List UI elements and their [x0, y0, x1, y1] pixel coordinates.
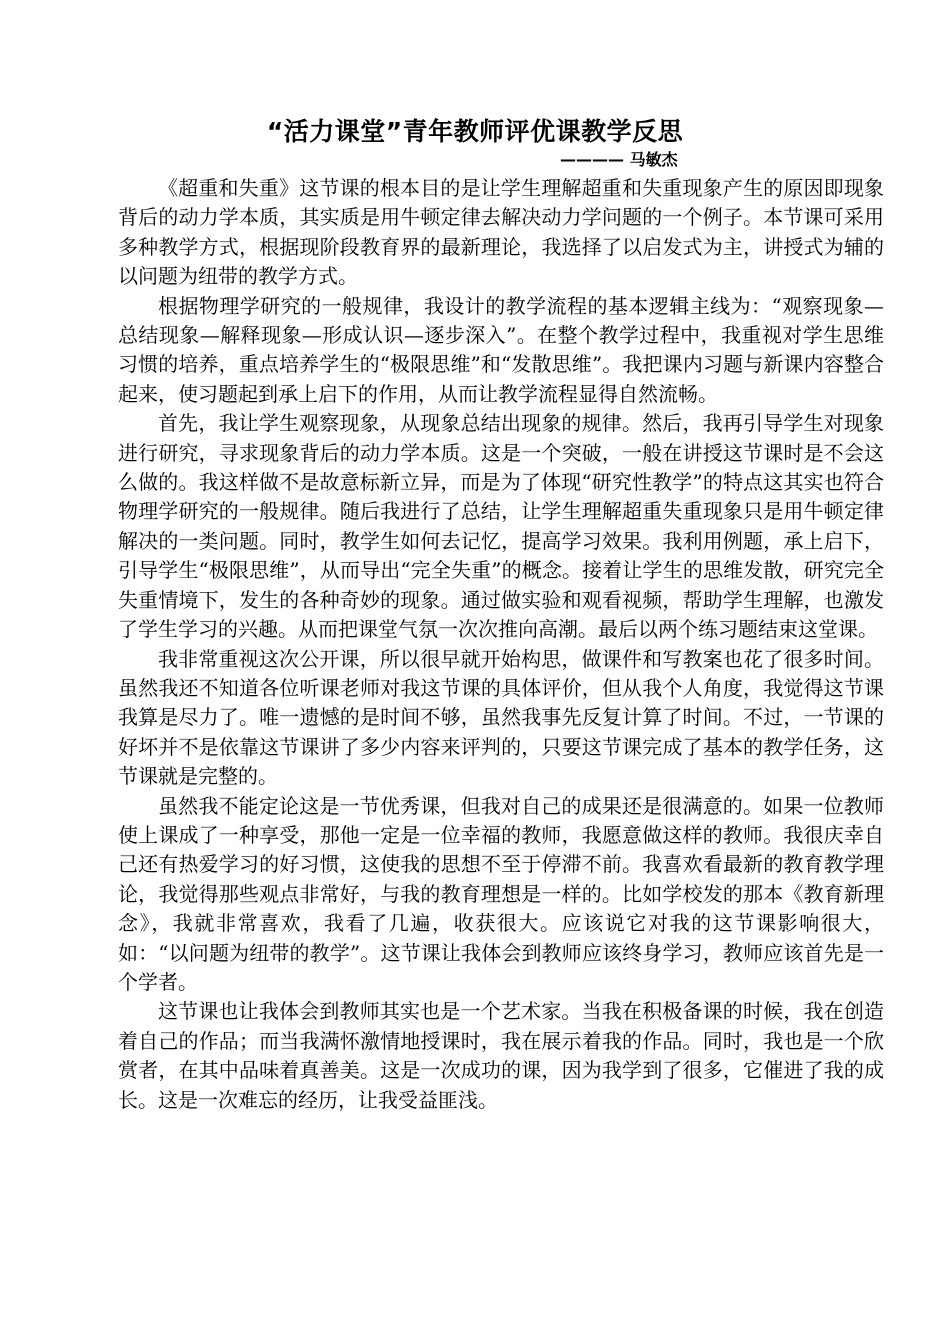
paragraph-1: 《超重和失重》这节课的根本目的是让学生理解超重和失重现象产生的原因即现象背后的动力学本质，其实质是用牛顿定律去解决动力学问题的一个例子。本节课可采用多种教学方式，根据现阶段教育界的最新理论，我选择了以启发式为主，讲授式为辅的以问题为纽带的教学方式。: [118, 176, 884, 289]
author-line: ———— 马敏杰: [560, 150, 678, 169]
paragraph-5: 虽然我不能定论这是一节优秀课，但我对自己的成果还是很满意的。如果一位教师使上课成了一种享受，那他一定是一位幸福的教师，我愿意做这样的教师。我很庆幸自己还有热爱学习的好习惯，这使我的思想不至于停滞不前。我喜欢看最新的教育教学理论，我觉得那些观点非常好，与我的教育理想是一样的。比如学校发的那本《教育新理念》，我就非常喜欢，我看了几遍，收获很大。应该说它对我的这节课影响很大，如：“以问题为纽带的教学”。这节课让我体会到教师应该终身学习，教师应该首先是一个学者。: [118, 793, 884, 994]
paragraph-3: 首先，我让学生观察现象，从现象总结出现象的规律。然后，我再引导学生对现象进行研究，寻求现象背后的动力学本质。这是一个突破，一般在讲授这节课时是不会这么做的。我这样做不是故意标新立异，而是为了体现“研究性教学”的特点这其实也符合物理学研究的一般规律。随后我进行了总结，让学生理解超重失重现象只是用牛顿定律解决的一类问题。同时，教学生如何去记忆，提高学习效果。我利用例题，承上启下，引导学生“极限思维”，从而导出“完全失重”的概念。接着让学生的思维发散，研究完全失重情境下，发生的各种奇妙的现象。通过做实验和观看视频，帮助学生理解，也激发了学生学习的兴趣。从而把课堂气氛一次次推向高潮。最后以两个练习题结束这堂课。: [118, 411, 884, 642]
paragraph-6: 这节课也让我体会到教师其实也是一个艺术家。当我在积极备课的时候，我在创造着自己的作品；而当我满怀激情地授课时，我在展示着我的作品。同时，我也是一个欣赏者，在其中品味着真善美。这是一次成功的课，因为我学到了很多，它催进了我的成长。这是一次难忘的经历，让我受益匪浅。: [118, 999, 884, 1112]
paragraph-2: 根据物理学研究的一般规律，我设计的教学流程的基本逻辑主线为：“观察现象—总结现象—解释现象—形成认识—逐步深入”。在整个教学过程中，我重视对学生思维习惯的培养，重点培养学生的“极限思维”和“发散思维”。我把课内习题与新课内容整合起来，使习题起到承上启下的作用，从而让教学流程显得自然流畅。: [118, 293, 884, 406]
document-body: [118, 174, 884, 1115]
document-title: “活力课堂”青年教师评优课教学反思: [266, 117, 684, 146]
paragraph-4: 我非常重视这次公开课，所以很早就开始构思，做课件和写教案也花了很多时间。虽然我还不知道各位听课老师对我这节课的具体评价，但从我个人角度，我觉得这节课我算是尽力了。唯一遗憾的是时间不够，虽然我事先反复计算了时间。不过，一节课的好坏并不是依靠这节课讲了多少内容来评判的，只要这节课完成了基本的教学任务，这节课就是完整的。: [118, 646, 884, 789]
